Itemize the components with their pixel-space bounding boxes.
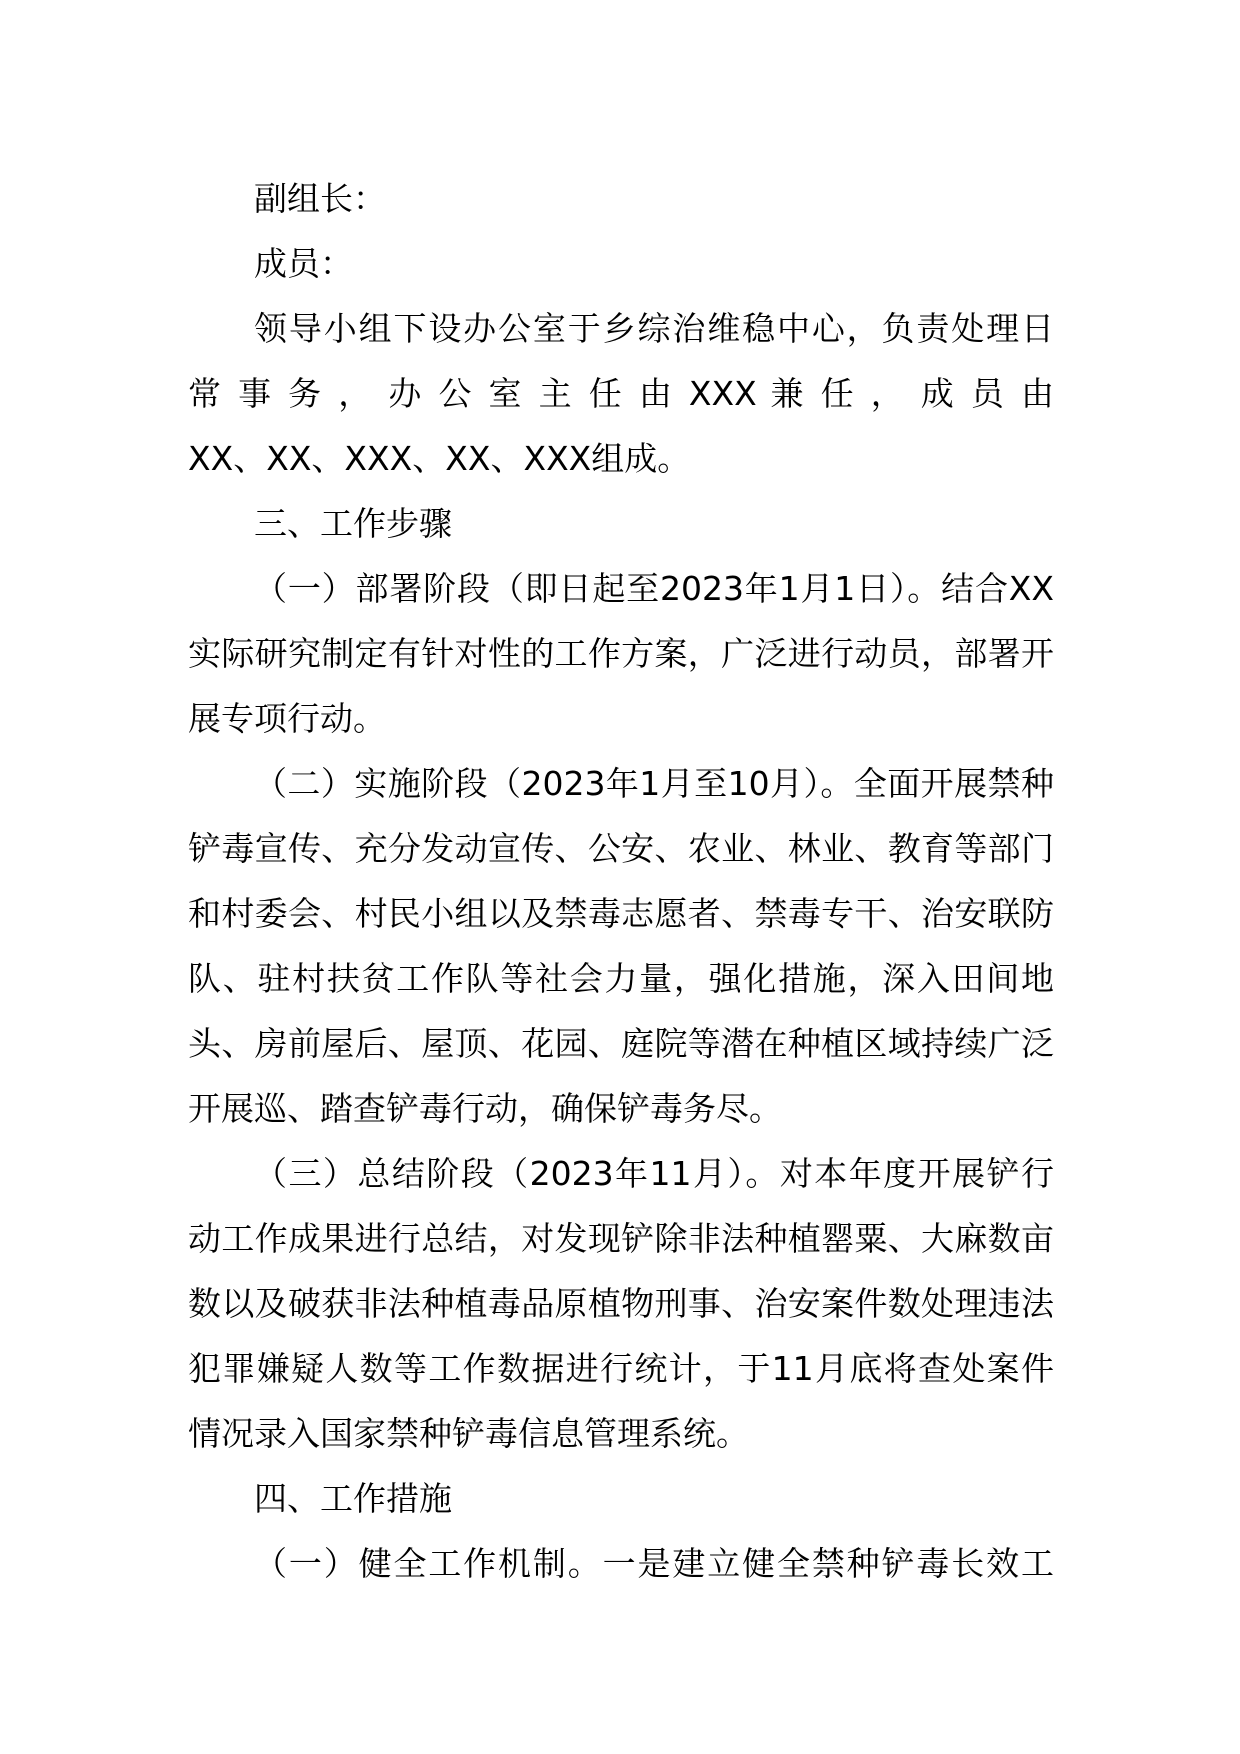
office-paragraph-line-1: 领导小组下设办公室于乡综治维稳中心，负责处理日 — [254, 309, 1054, 348]
measure-mechanism-paragraph: （一）健全工作机制。一是建立健全禁种铲毒长效工 — [254, 1544, 1054, 1583]
section-heading-work-steps: 三、工作步骤 — [254, 504, 452, 543]
office-paragraph-line-2: 常 事 务 ， 办 公 室 主 任 由 XXX 兼 任 ， 成 员 由 — [188, 374, 1054, 413]
office-paragraph-line-3: XX、XX、XXX、XX、XXX组成。 — [188, 439, 691, 478]
step-implementation-paragraph: （二）实施阶段（2023年1月至10月）。全面开展禁种铲毒宣传、充分发动宣传、公安、农业、林业、教育等部门和村委会、村民小组以及禁毒志愿者、禁毒专干、治安联防队、驻村扶贫工作队等社会力量，强化措施，深入田间地头、房前屋后、屋顶、花园、庭院等潜在种植区域持续广泛开展巡、踏查铲毒行动，确保铲毒务尽。 — [188, 764, 1054, 1128]
members-line: 成员： — [254, 244, 353, 283]
step-summary-paragraph: （三）总结阶段（2023年11月）。对本年度开展铲行动工作成果进行总结，对发现铲除非法种植罂粟、大麻数亩数以及破获非法种植毒品原植物刑事、治安案件数处理违法犯罪嫌疑人数等工作数据进行统计，于11月底将查处案件情况录入国家禁种铲毒信息管理系统。 — [188, 1154, 1054, 1453]
step-deployment-paragraph: （一）部署阶段（即日起至2023年1月1日）。结合XX实际研究制定有针对性的工作方案，广泛进行动员，部署开展专项行动。 — [188, 569, 1054, 738]
document-body — [188, 166, 1054, 1596]
section-heading-work-measures: 四、工作措施 — [254, 1479, 452, 1518]
deputy-leader-line: 副组长： — [254, 179, 386, 218]
